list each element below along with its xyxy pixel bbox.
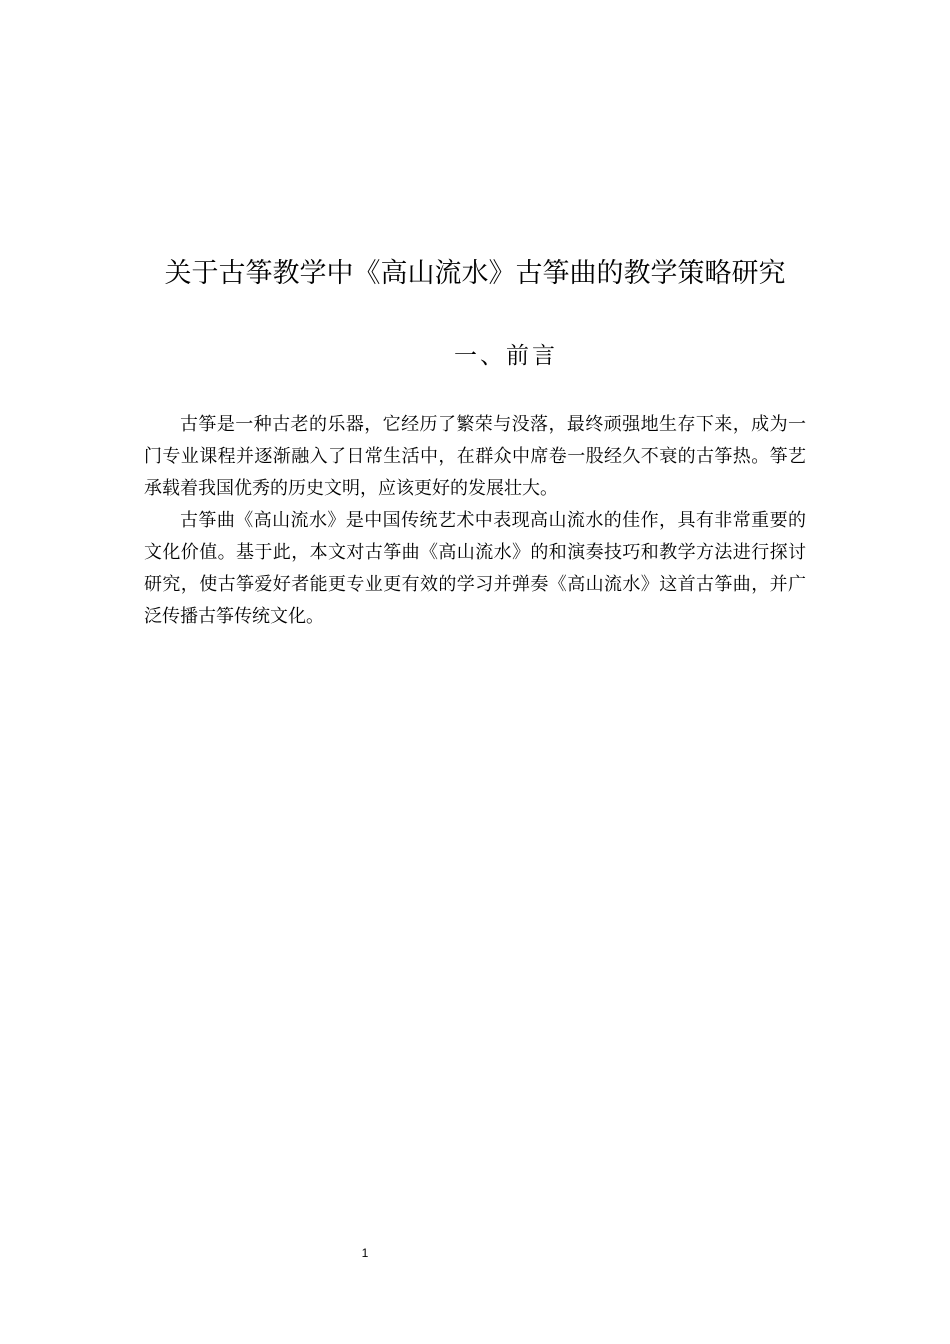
paragraph: 古筝是一种古老的乐器，它经历了繁荣与没落，最终顽强地生存下来，成为一门专业课程并逐渐融入了日常生活中，在群众中席卷一股经久不衰的古筝热。筝艺承载着我国优秀的历史文明，应该更好的发展壮大。 [144,414,806,499]
page-number: 1 [361,1246,369,1260]
paragraph: 古筝曲《高山流水》是中国传统艺术中表现高山流水的佳作，具有非常重要的文化价值。基于此，本文对古筝曲《高山流水》的和演奏技巧和教学方法进行探讨研究，使古筝爱好者能更专业更有效的学习并弹奏《高山流水》这首古筝曲，并广泛传播古筝传统文化。 [144,510,806,627]
document-title: 关于古筝教学中《高山流水》古筝曲的教学策略研究 [164,258,786,289]
body-text [144,409,806,633]
section-heading: 一、前言 [454,343,558,369]
